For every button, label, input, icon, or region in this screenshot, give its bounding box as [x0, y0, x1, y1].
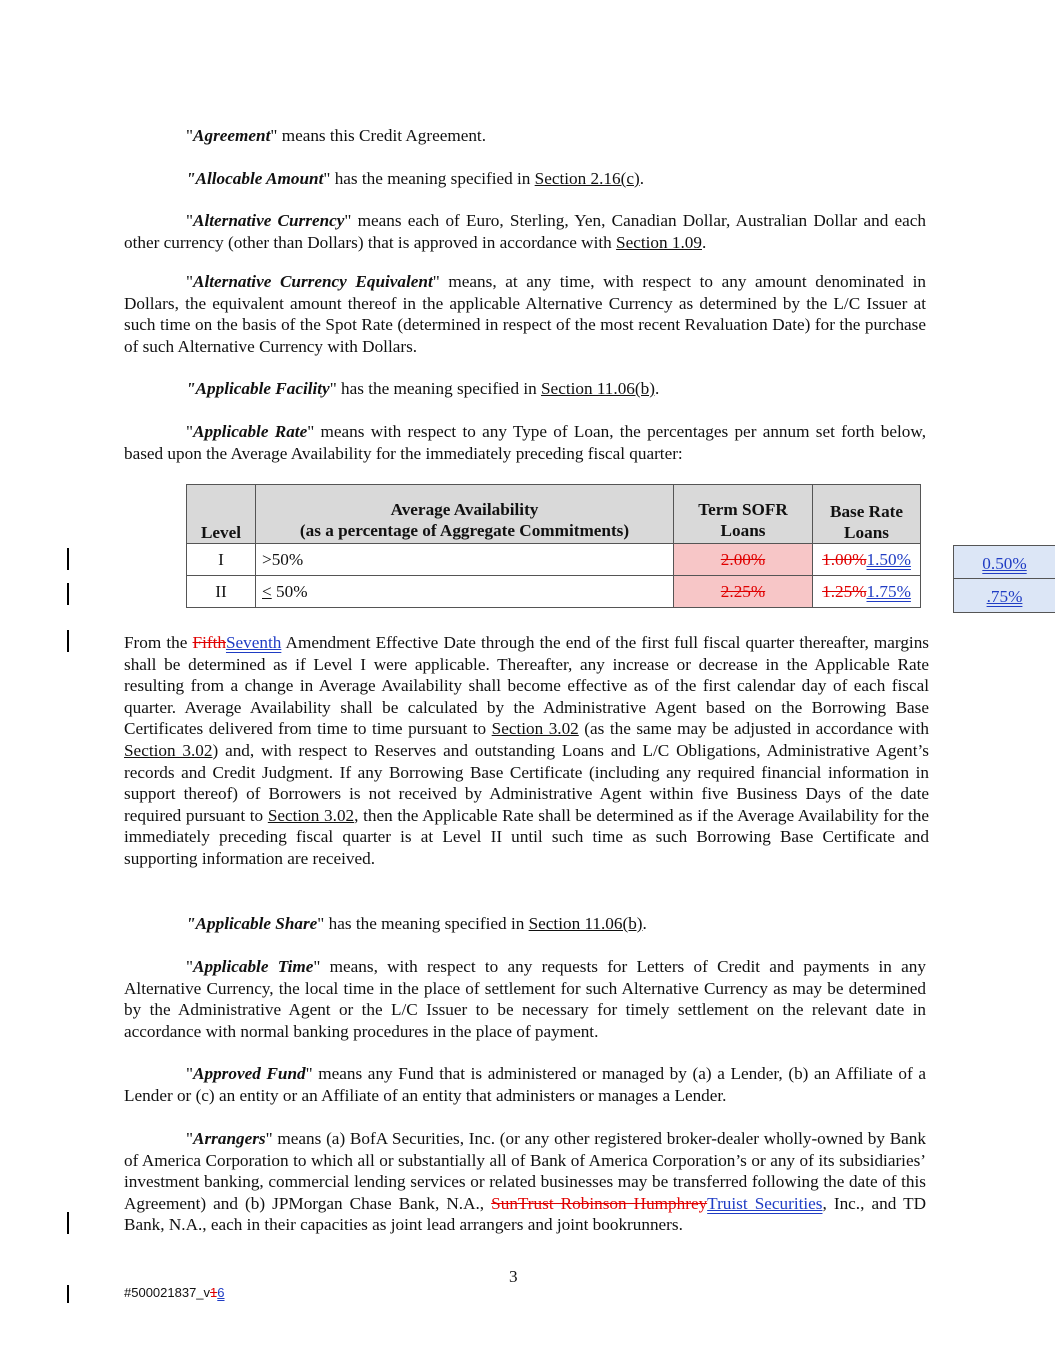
- cell-level: II: [187, 576, 256, 608]
- def-applicable-rate: "Applicable Rate" means with respect to any Type of Loan, the percentages per annum set forth below, based upon the Average Availability for the immediately preceding fiscal quarter:: [124, 422, 926, 463]
- change-bar: [67, 1212, 69, 1234]
- cell-availability: >50%: [256, 544, 674, 576]
- cell-term-sofr: 2.25%: [674, 576, 813, 608]
- header-average-availability: Average Availability (as a percentage of Aggregate Commitments): [256, 485, 674, 544]
- document-id: #500021837_v16: [124, 1285, 225, 1300]
- cell-level: I: [187, 544, 256, 576]
- inserted-cell: .75%: [953, 578, 1055, 613]
- def-applicable-facility: "Applicable Facility" has the meaning specified in Section 11.06(b).: [186, 379, 660, 398]
- margin-paragraph: From the FifthSeventh Amendment Effective Date through the end of the first full fiscal quarter thereafter, margins shall be determined as if Level I were applicable. Thereafter, any increase or decrease in the Applicable Rate resulting from a change in Average Availability shall become effective as of the first calendar day of each fiscal quarter. Average Availability shall be calculated by the Administrative Agent based on the Borrowing Base Certificates delivered from time to time pursuant to Section 3.02 (as the same may be adjusted in accordance with Section 3.02) and, with respect to Reserves and outstanding Loans and L/C Obligations, Administrative Agent’s records and Credit Judgment. If any Borrowing Base Certificate (including any required financial information in support thereof) of Borrowers is not received by Administrative Agent within five Business Days of the date required pursuant to Section 3.02, then the Applicable Rate shall be determined as if the Average Availability for the immediately preceding fiscal quarter is at Level II until such time as such Borrowing Base Certificate and supporting information are received.: [124, 633, 930, 868]
- def-approved-fund: "Approved Fund" means any Fund that is administered or managed by (a) a Lender, (b) an Affiliate of a Lender or (c) an entity or an Affiliate of an entity that administers or manages a Lender.: [124, 1064, 927, 1105]
- section-reference: Section 1.09: [616, 232, 702, 252]
- def-applicable-share: "Applicable Share" has the meaning specified in Section 11.06(b).: [186, 914, 647, 933]
- change-bar: [67, 630, 69, 652]
- inserted-text: 1.75%: [866, 582, 911, 601]
- inserted-text: Seventh: [225, 633, 282, 652]
- header-level: Level: [187, 485, 256, 544]
- inserted-text: 1.50%: [866, 550, 911, 569]
- deleted-text: 1.00%: [822, 550, 867, 569]
- page-number: 3: [509, 1267, 518, 1286]
- section-reference: Section 2.16(c): [534, 169, 640, 188]
- section-reference: Section 11.06(b): [528, 914, 643, 933]
- inserted-text: Truist Securities: [707, 1193, 823, 1213]
- def-alternative-currency-equivalent: "Alternative Currency Equivalent" means, at any time, with respect to any amount denominated in Dollars, the equivalent amount thereof in the applicable Alternative Currency as determined by the L/C Issuer at such time on the basis of the Spot Rate (determined in respect of the most recent Revaluation Date) for the purchase of such Alternative Currency with Dollars.: [124, 272, 926, 356]
- table-row: [187, 544, 921, 576]
- def-allocable-amount: "Allocable Amount" has the meaning specified in Section 2.16(c).: [186, 169, 644, 188]
- inserted-cell: 0.50%: [953, 545, 1055, 580]
- cell-availability: < 50%: [256, 576, 674, 608]
- change-bar: [67, 583, 69, 605]
- change-bar: [67, 1285, 69, 1303]
- cell-term-sofr: 2.00%: [674, 544, 813, 576]
- def-alternative-currency: "Alternative Currency" means each of Euro, Sterling, Yen, Canadian Dollar, Australian Dollar and each other currency (other than Dollars) that is approved in accordance with Section 1.09.: [124, 211, 926, 252]
- def-agreement: "Agreement" means this Credit Agreement.: [186, 126, 486, 145]
- deleted-text: Fifth: [192, 633, 226, 652]
- cell-base-rate: [813, 576, 921, 608]
- deleted-text: 1.25%: [822, 582, 867, 601]
- section-reference: Section 3.02: [491, 719, 579, 739]
- table-header-row: [187, 485, 921, 544]
- table-row: [187, 576, 921, 608]
- def-arrangers: "Arrangers" means (a) BofA Securities, Inc. (or any other registered broker-dealer wholly-owned by Bank of America Corporation to which all or substantially all of Bank of America Corporation’s or any of its subsidiaries’ investment banking, commercial lending services or related businesses may be transferred following the date of this Agreement) and (b) JPMorgan Chase Bank, N.A., SunTrust Robinson HumphreyTruist Securities, Inc., and TD Bank, N.A., each in their capacities as joint lead arrangers and joint bookrunners.: [124, 1129, 926, 1235]
- section-reference: Section 3.02: [267, 805, 355, 825]
- change-bar: [67, 548, 69, 570]
- section-reference: Section 11.06(b): [541, 379, 655, 398]
- applicable-rate-table: [186, 484, 921, 608]
- header-base-rate: Base Rate Loans: [813, 485, 921, 544]
- def-applicable-time: "Applicable Time" means, with respect to any requests for Letters of Credit and payments in any Alternative Currency, the local time in the place of settlement for such Alternative Currency as may be determined by the Administrative Agent or the L/C Issuer to be necessary for timely settlement on the relevant date in accordance with normal banking procedures in the place of payment.: [124, 957, 926, 1041]
- deleted-text: SunTrust Robinson Humphrey: [491, 1193, 708, 1213]
- header-term-sofr: Term SOFR Loans: [674, 485, 813, 544]
- section-reference: Section 3.02: [124, 740, 213, 760]
- cell-base-rate: [813, 544, 921, 576]
